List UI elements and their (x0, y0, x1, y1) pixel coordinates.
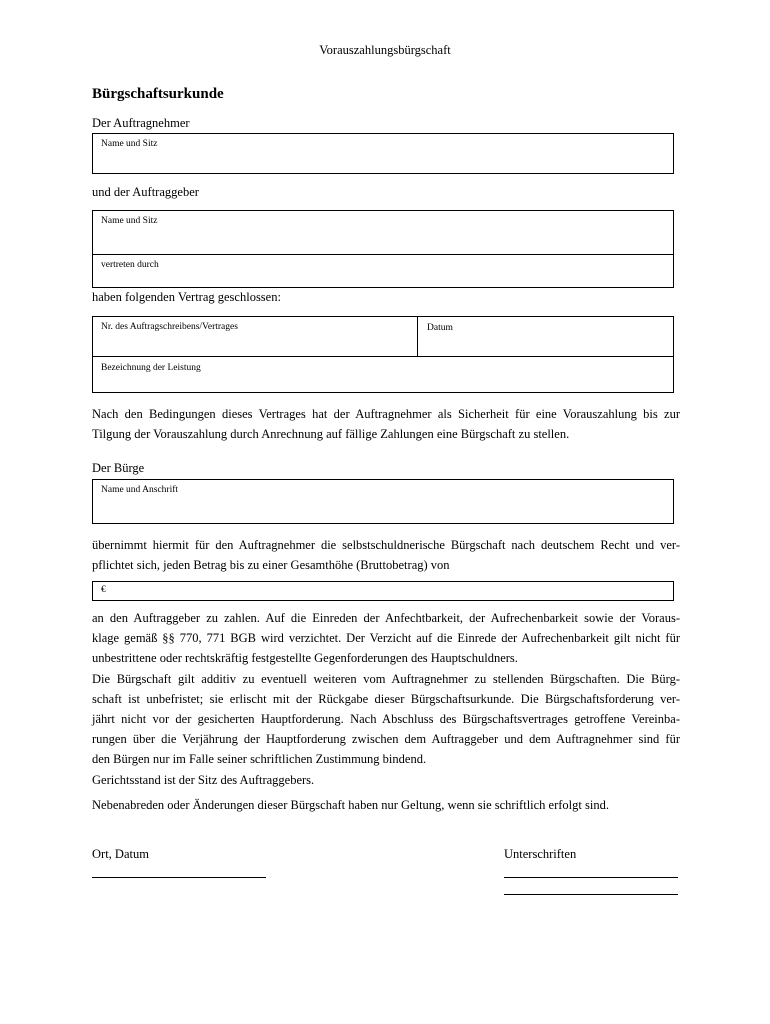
signature-line-1[interactable] (504, 877, 678, 878)
contract-label: haben folgenden Vertrag geschlossen: (92, 290, 281, 304)
paragraph-validity-line-3: jährt nicht vor der gesicherten Hauptforderung. Nach Abschluss des Bürgschaftsvertrages getroffene Vereinba- (92, 712, 680, 726)
paragraph-obligation (92, 535, 680, 575)
client-representative-field-label: vertreten durch (101, 260, 159, 270)
paragraph-validity-line-2: schaft ist unbefristet; sie erlischt mit der Rückgabe dieser Bürgschaftsurkunde. Die Bürgschaftsforderung ver- (92, 692, 680, 706)
guarantor-label: Der Bürge (92, 461, 145, 475)
amount-field[interactable] (92, 581, 674, 601)
header-title: Vorauszahlungsbürgschaft (319, 43, 451, 57)
client-name-field-label: Name und Sitz (101, 216, 158, 226)
paragraph-defenses-line-1: an den Auftraggeber zu zahlen. Auf die Einreden der Anfechtbarkeit, der Aufrechenbarkeit sowie der Voraus- (92, 611, 680, 625)
contractor-name-field-label: Name und Sitz (101, 139, 158, 149)
paragraph-conditions-line-2: Tilgung der Vorauszahlung durch Anrechnung auf fällige Zahlungen eine Bürgschaft zu stellen. (92, 427, 570, 441)
guarantor-name-field-label: Name und Anschrift (101, 485, 179, 495)
contractor-label: Der Auftragnehmer (92, 116, 190, 130)
paragraph-validity-line-5: den Bürgen nur im Falle seiner schriftlichen Zustimmung bindend. (92, 752, 427, 766)
paragraph-obligation-line-2: pflichtet sich, jeden Betrag bis zu einer Gesamthöhe (Bruttobetrag) von (92, 558, 450, 572)
service-description-field-label: Bezeichnung der Leistung (101, 363, 201, 373)
paragraph-defenses (92, 608, 680, 668)
client-name-field[interactable] (92, 210, 674, 255)
contract-date-field-label: Datum (427, 323, 453, 333)
paragraph-validity-line-1: Die Bürgschaft gilt additiv zu eventuell weiteren vom Auftragnehmer zu stellenden Bürgschaften. Die Bürg- (92, 672, 680, 686)
euro-symbol: € (101, 585, 106, 595)
contract-date-field[interactable] (417, 316, 674, 357)
contract-number-field-label: Nr. des Auftragschreibens/Vertrages (101, 322, 238, 332)
service-description-field[interactable] (92, 356, 674, 393)
paragraph-defenses-line-3: unbestrittene oder rechtskräftig festgestellte Gegenforderungen des Hauptschuldners. (92, 651, 518, 665)
paragraph-validity-line-4: rungen über die Verjährung der Hauptforderung zwischen dem Auftraggeber und dem Auftragnehmer sind für (92, 732, 680, 746)
signature-line-2[interactable] (504, 894, 678, 895)
paragraph-amendments: Nebenabreden oder Änderungen dieser Bürgschaft haben nur Geltung, wenn sie schriftlich erfolgt sind. (92, 798, 609, 812)
paragraph-obligation-line-1: übernimmt hiermit für den Auftragnehmer die selbstschuldnerische Bürgschaft nach deutschem Recht und ver- (92, 538, 680, 552)
client-representative-field[interactable] (92, 254, 674, 288)
contract-number-field[interactable] (92, 316, 418, 357)
place-date-line[interactable] (92, 877, 266, 878)
paragraph-validity (92, 669, 680, 769)
contractor-name-field[interactable] (92, 133, 674, 174)
place-date-label: Ort, Datum (92, 847, 149, 861)
paragraph-jurisdiction: Gerichtsstand ist der Sitz des Auftraggebers. (92, 773, 315, 787)
guarantor-name-field[interactable] (92, 479, 674, 524)
paragraph-conditions (92, 404, 680, 444)
paragraph-defenses-line-2: klage gemäß §§ 770, 771 BGB wird verzichtet. Der Verzicht auf die Einrede der Aufrechenbarkeit gilt nicht für (92, 631, 680, 645)
paragraph-conditions-line-1: Nach den Bedingungen dieses Vertrages hat der Auftragnehmer als Sicherheit für eine Vorauszahlung bis zur (92, 407, 680, 421)
document-title: Bürgschaftsurkunde (92, 86, 224, 102)
client-label: und der Auftraggeber (92, 185, 199, 199)
signatures-label: Unterschriften (504, 847, 577, 861)
